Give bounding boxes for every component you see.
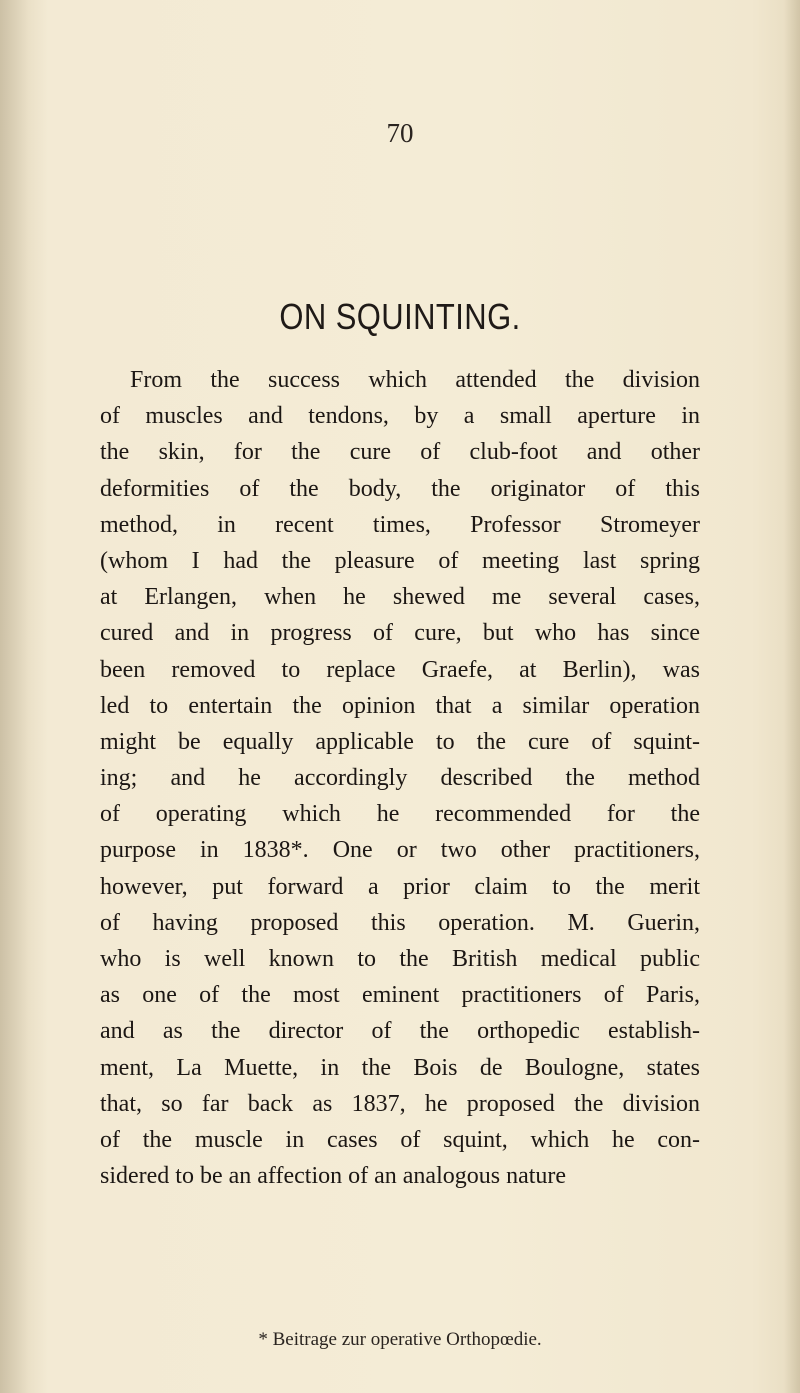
text-line: of muscles and tendons, by a small aperture in bbox=[100, 403, 700, 430]
text-line: might be equally applicable to the cure of squint- bbox=[100, 728, 700, 755]
body-paragraph bbox=[100, 362, 700, 1194]
text-line: the skin, for the cure of club-foot and other bbox=[100, 439, 700, 466]
text-line: deformities of the body, the originator of this bbox=[100, 475, 700, 502]
text-line: who is well known to the British medical public bbox=[100, 946, 700, 972]
text-line: of having proposed this operation. M. Guerin, bbox=[100, 909, 700, 936]
text-line: led to entertain the opinion that a similar operation bbox=[100, 692, 700, 719]
text-line: method, in recent times, Professor Stromeyer bbox=[100, 511, 700, 538]
text-line: that, so far back as 1837, he proposed the division bbox=[100, 1090, 700, 1117]
text-line: however, put forward a prior claim to the merit bbox=[100, 873, 700, 900]
text-line: From the success which attended the division bbox=[130, 367, 700, 393]
text-line: cured and in progress of cure, but who has since bbox=[100, 620, 700, 647]
text-line: (whom I had the pleasure of meeting last spring bbox=[100, 547, 700, 574]
text-line: and as the director of the orthopedic establish- bbox=[100, 1018, 700, 1045]
binding-shadow bbox=[0, 0, 48, 1393]
page-number: 70 bbox=[386, 118, 414, 148]
text-line: of operating which he recommended for the bbox=[100, 801, 700, 828]
text-line: as one of the most eminent practitioners of Paris, bbox=[100, 982, 700, 1009]
text-line: purpose in 1838*. One or two other practitioners, bbox=[100, 837, 700, 864]
text-line: at Erlangen, when he shewed me several cases, bbox=[100, 584, 700, 611]
text-line: sidered to be an affection of an analogous nature bbox=[100, 1163, 567, 1190]
footnote: * Beitrage zur operative Orthopœdie. bbox=[258, 1329, 542, 1350]
text-line: ing; and he accordingly described the method bbox=[100, 765, 700, 792]
page-edge bbox=[784, 0, 800, 1393]
chapter-title: ON SQUINTING. bbox=[279, 296, 521, 337]
text-line: of the muscle in cases of squint, which he con- bbox=[100, 1126, 700, 1153]
text-line: ment, La Muette, in the Bois de Boulogne, states bbox=[100, 1054, 700, 1081]
text-line: been removed to replace Graefe, at Berlin), was bbox=[100, 656, 700, 683]
